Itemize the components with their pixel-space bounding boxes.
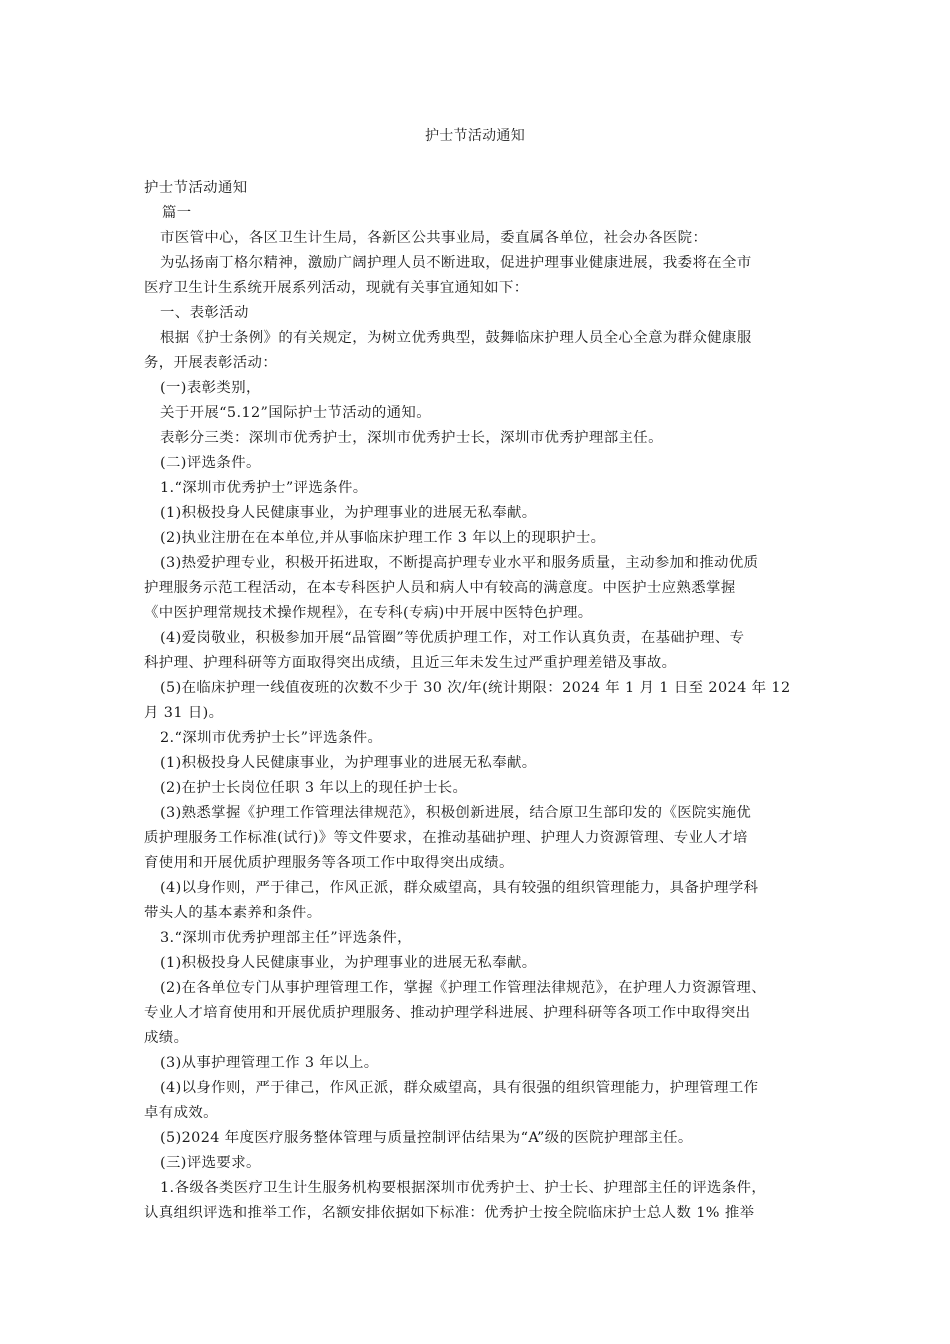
doc-heading: 护士节活动通知 (144, 180, 248, 196)
doc-line: 一、表彰活动 (160, 305, 249, 321)
doc-line: (4)以身作则，严于律己，作风正派，群众威望高，具有较强的组织管理能力，具备护理学科 (160, 880, 759, 896)
doc-line: (1)积极投身人民健康事业，为护理事业的进展无私奉献。 (160, 505, 537, 521)
doc-line: 为弘扬南丁格尔精神，激励广阔护理人员不断进取，促进护理事业健康进展，我委将在全市 (160, 255, 752, 271)
doc-line: 务，开展表彰活动： (144, 355, 278, 371)
doc-line: 育使用和开展优质护理服务等各项工作中取得突出成绩。 (144, 855, 514, 871)
doc-line: (3)熟悉掌握《护理工作管理法律规范》，积极创新进展，结合原卫生部印发的《医院实施优 (160, 805, 752, 821)
doc-line: 医疗卫生计生系统开展系列活动，现就有关事宜通知如下： (144, 280, 529, 296)
doc-line: 卓有成效。 (144, 1105, 218, 1121)
doc-line: (1)积极投身人民健康事业，为护理事业的进展无私奉献。 (160, 755, 537, 771)
doc-line: 2.“深圳市优秀护士长”评选条件。 (160, 730, 383, 746)
doc-line: (3)从事护理管理工作 3 年以上。 (160, 1055, 379, 1071)
doc-line: (3)热爱护理专业，积极开拓进取，不断提高护理专业水平和服务质量，主动参加和推动优质 (160, 555, 759, 571)
document-title: 护士节活动通知 (424, 128, 526, 144)
doc-line: 质护理服务工作标准(试行)》等文件要求，在推动基础护理、护理人力资源管理、专业人才培 (144, 830, 748, 846)
doc-line: (2)执业注册在在本单位,并从事临床护理工作 3 年以上的现职护士。 (160, 530, 606, 546)
doc-line: (5)2024 年度医疗服务整体管理与质量控制评估结果为“A”级的医院护理部主任。 (160, 1130, 693, 1146)
document-body (144, 176, 808, 1226)
doc-line: 专业人才培育使用和开展优质护理服务、推动护理学科进展、护理科研等各项工作中取得突出 (144, 1005, 751, 1021)
doc-line: 根据《护士条例》的有关规定，为树立优秀典型，鼓舞临床护理人员全心全意为群众健康服 (160, 330, 752, 346)
doc-line: 月 31 日)。 (144, 705, 224, 721)
doc-line: 关于开展“5.12”国际护士节活动的通知。 (160, 405, 432, 421)
doc-line: (4)爱岗敬业，积极参加开展“品管圈”等优质护理工作，对工作认真负责，在基础护理、专 (160, 630, 745, 646)
doc-line: 科护理、护理科研等方面取得突出成绩，且近三年未发生过严重护理差错及事故。 (144, 655, 677, 671)
doc-line: 1.“深圳市优秀护士”评选条件。 (160, 480, 368, 496)
doc-line: 1.各级各类医疗卫生计生服务机构要根据深圳市优秀护士、护士长、护理部主任的评选条件， (160, 1180, 767, 1196)
doc-line: (2)在各单位专门从事护理管理工作，掌握《护理工作管理法律规范》，在护理人力资源管理、 (160, 980, 767, 996)
doc-line: (5)在临床护理一线值夜班的次数不少于 30 次/年(统计期限：2024 年 1 月 1 日至 2024 年 12 (160, 680, 791, 696)
doc-line: 表彰分三类：深圳市优秀护士，深圳市优秀护士长，深圳市优秀护理部主任。 (160, 430, 663, 446)
doc-line: (2)在护士长岗位任职 3 年以上的现任护士长。 (160, 780, 468, 796)
doc-line: 成绩。 (144, 1030, 189, 1046)
doc-line: 《中医护理常规技术操作规程》，在专科(专病)中开展中医特色护理。 (144, 605, 593, 621)
doc-line: 认真组织评选和推举工作，名额安排依据如下标准：优秀护士按全院临床护士总人数 1% 推举 (144, 1205, 755, 1221)
doc-line: (二)评选条件。 (160, 455, 261, 471)
doc-line: (1)积极投身人民健康事业，为护理事业的进展无私奉献。 (160, 955, 537, 971)
doc-line: (一)表彰类别， (160, 380, 261, 396)
doc-line: (三)评选要求。 (160, 1155, 261, 1171)
doc-line: (4)以身作则，严于律己，作风正派，群众威望高，具有很强的组织管理能力，护理管理工作 (160, 1080, 759, 1096)
doc-line: 市医管中心，各区卫生计生局，各新区公共事业局，委直属各单位，社会办各医院： (160, 230, 708, 246)
doc-line: 3.“深圳市优秀护理部主任”评选条件， (160, 930, 412, 946)
doc-line: 篇一 (162, 205, 192, 221)
doc-line: 护理服务示范工程活动，在本专科医护人员和病人中有较高的满意度。中医护士应熟悉掌握 (144, 580, 736, 596)
doc-line: 带头人的基本素养和条件。 (144, 905, 322, 921)
